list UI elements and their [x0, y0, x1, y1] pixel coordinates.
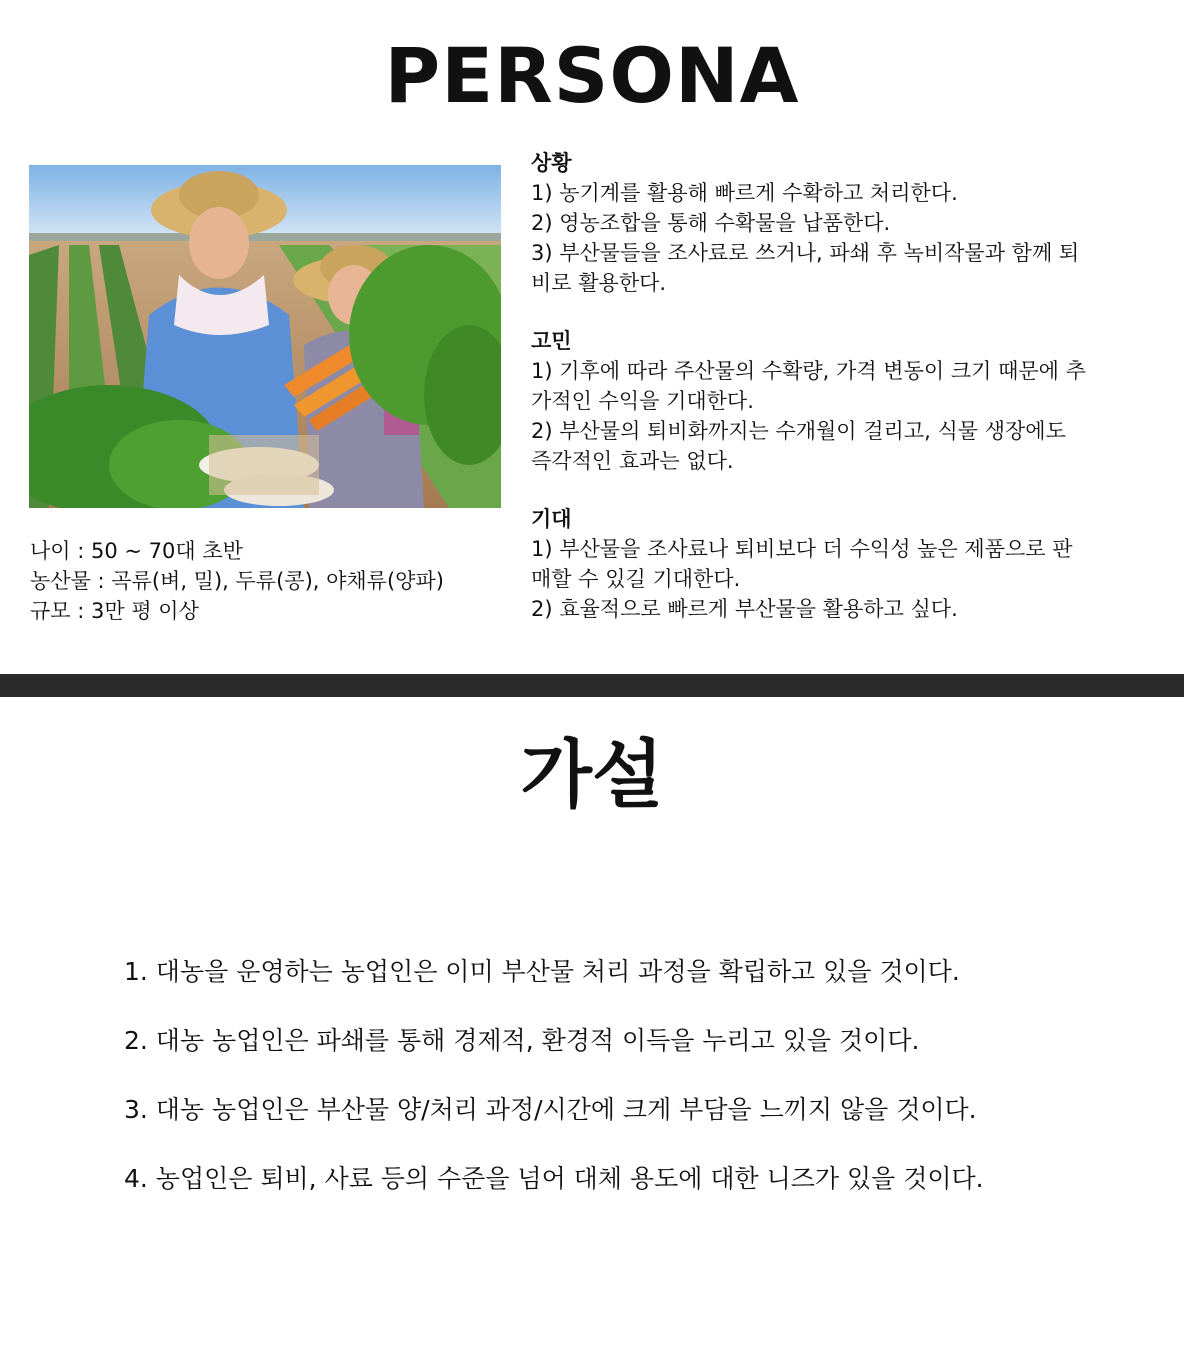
- concern-line: 2) 부산물의 퇴비화까지는 수개월이 걸리고, 식물 생장에도: [531, 419, 1066, 443]
- profile-age: 나이 : 50 ~ 70대 초반: [30, 539, 243, 563]
- concern-line: 즉각적인 효과는 없다.: [531, 449, 734, 473]
- situation-line: 비로 활용한다.: [531, 271, 667, 295]
- expectation-heading: 기대: [531, 507, 572, 531]
- hypothesis-item: 2. 대농 농업인은 파쇄를 통해 경제적, 환경적 이득을 누리고 있을 것이다.: [124, 1026, 920, 1055]
- hypothesis-list: [124, 952, 1124, 1228]
- persona-profile: [30, 536, 510, 626]
- situation-line: 3) 부산물들을 조사료로 쓰거나, 파쇄 후 녹비작물과 함께 퇴: [531, 241, 1080, 265]
- hypothesis-item: 1. 대농을 운영하는 농업인은 이미 부산물 처리 과정을 확립하고 있을 것이다.: [124, 957, 960, 986]
- expectation-section: [531, 504, 1156, 624]
- hypothesis-item: 4. 농업인은 퇴비, 사료 등의 수준을 넘어 대체 용도에 대한 니즈가 있을 것이다.: [124, 1164, 984, 1193]
- persona-details: [531, 148, 1156, 652]
- section-divider: [0, 674, 1184, 697]
- situation-line: 2) 영농조합을 통해 수확물을 납품한다.: [531, 211, 891, 235]
- concern-line: 가적인 수익을 기대한다.: [531, 389, 754, 413]
- profile-scale: 규모 : 3만 평 이상: [30, 599, 199, 623]
- expectation-line: 2) 효율적으로 빠르게 부산물을 활용하고 싶다.: [531, 597, 958, 621]
- concern-section: [531, 326, 1156, 476]
- situation-section: [531, 148, 1156, 298]
- concern-line: 1) 기후에 따라 주산물의 수확량, 가격 변동이 크기 때문에 추: [531, 359, 1086, 383]
- farmer-couple-photo: [29, 165, 501, 508]
- persona-title: PERSONA: [384, 31, 800, 120]
- expectation-line: 1) 부산물을 조사료나 퇴비보다 더 수익성 높은 제품으로 판: [531, 537, 1073, 561]
- situation-heading: 상황: [531, 151, 572, 175]
- hypothesis-title: 가설: [520, 732, 664, 818]
- situation-line: 1) 농기계를 활용해 빠르게 수확하고 처리한다.: [531, 181, 958, 205]
- expectation-line: 매할 수 있길 기대한다.: [531, 567, 741, 591]
- profile-crops: 농산물 : 곡류(벼, 밀), 두류(콩), 야채류(양파): [30, 569, 444, 593]
- concern-heading: 고민: [531, 329, 572, 353]
- hypothesis-item: 3. 대농 농업인은 부산물 양/처리 과정/시간에 크게 부담을 느끼지 않을 것이다.: [124, 1095, 977, 1124]
